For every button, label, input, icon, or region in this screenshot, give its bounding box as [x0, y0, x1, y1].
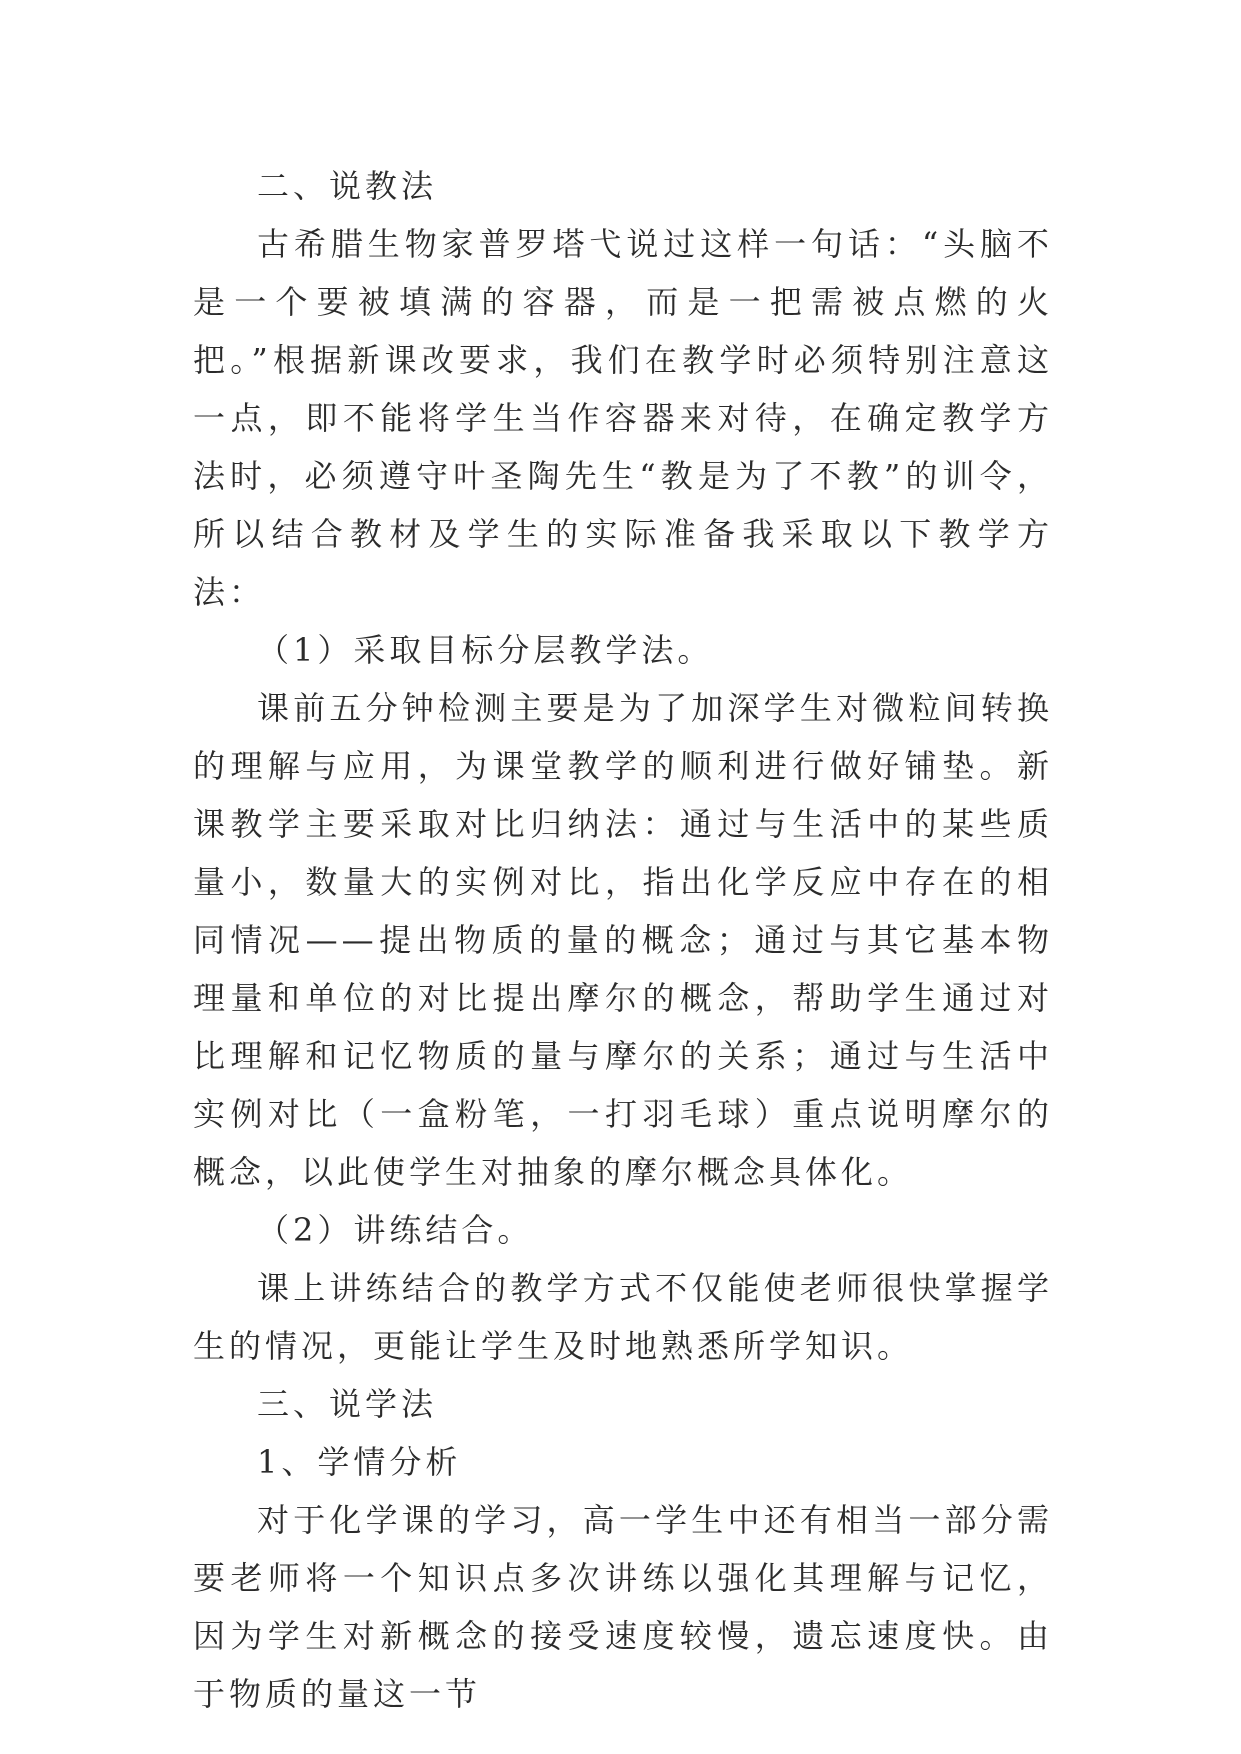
- subheading-method-2: （2）讲练结合。: [257, 1211, 534, 1249]
- subheading-student-analysis: 1、学情分析: [257, 1443, 462, 1481]
- paragraph-student-analysis-detail: 对于化学课的学习，高一学生中还有相当一部分需要老师将一个知识点多次讲练以强化其理解与记忆，因为学生对新概念的接受速度较慢，遗忘速度快。由于物质的量这一节: [193, 1501, 1053, 1713]
- section-heading-learning-method: 三、说学法: [257, 1385, 438, 1423]
- paragraph-method-2-detail: 课上讲练结合的教学方式不仅能使老师很快掌握学生的情况，更能让学生及时地熟悉所学知识。: [193, 1269, 1053, 1365]
- document-body: [193, 157, 1053, 1723]
- subheading-method-1: （1）采取目标分层教学法。: [257, 631, 714, 669]
- paragraph-method-1-detail: 课前五分钟检测主要是为了加深学生对微粒间转换的理解与应用，为课堂教学的顺利进行做好铺垫。新课教学主要采取对比归纳法：通过与生活中的某些质量小，数量大的实例对比，指出化学反应中存在的相同情况——提出物质的量的概念；通过与其它基本物理量和单位的对比提出摩尔的概念，帮助学生通过对比理解和记忆物质的量与摩尔的关系；通过与生活中实例对比（一盒粉笔，一打羽毛球）重点说明摩尔的概念，以此使学生对抽象的摩尔概念具体化。: [193, 689, 1053, 1191]
- paragraph-quote-intro: 古希腊生物家普罗塔弋说过这样一句话：“头脑不是一个要被填满的容器，而是一把需被点燃的火把。”根据新课改要求，我们在教学时必须特别注意这一点，即不能将学生当作容器来对待，在确定教学方法时，必须遵守叶圣陶先生“教是为了不教”的训令，所以结合教材及学生的实际准备我采取以下教学方法：: [193, 225, 1053, 611]
- section-heading-teaching-method: 二、说教法: [257, 167, 438, 205]
